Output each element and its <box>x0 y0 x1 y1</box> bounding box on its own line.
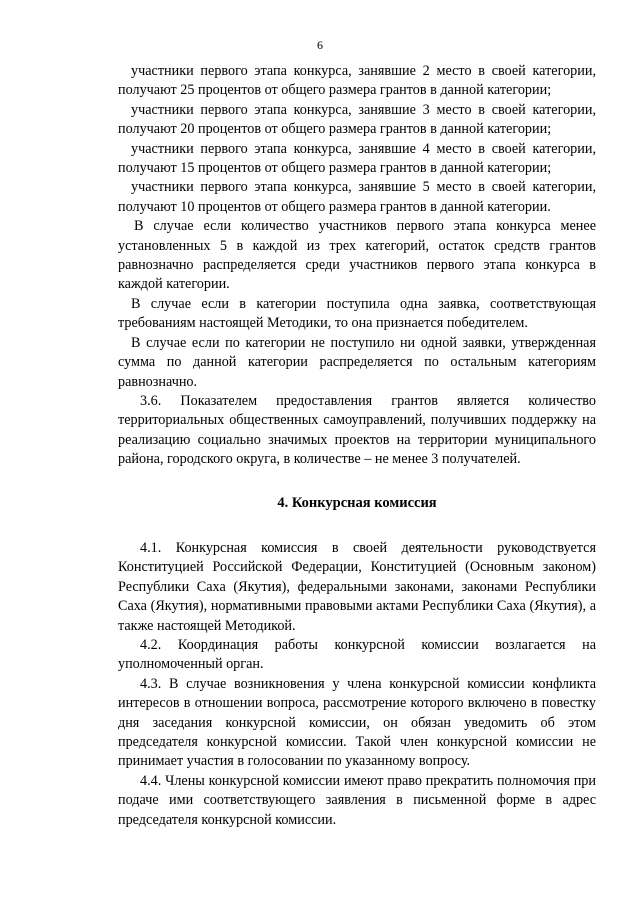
paragraph-4-3: 4.3. В случае возникновения у члена конкурсной комиссии конфликта интересов в отношении вопроса, рассмотрение которого включено в повестку дня заседания конкурсной комиссии, он обязан уведомить об этом председателя конкурсной комиссии. Такой член конкурсной комиссии не принимает участия в голосовании по указанному вопросу. <box>118 675 596 770</box>
paragraph-grant-place-3: участники первого этапа конкурса, занявшие 3 место в своей категории, получают 20 процентов от общего размера грантов в данной категории; <box>118 101 596 138</box>
spacer <box>118 470 596 494</box>
paragraph-4-1: 4.1. Конкурсная комиссия в своей деятельности руководствуется Конституцией Российской Федерации, Конституцией (Основным законом) Республики Саха (Якутия), федеральными законами, законами Республики Саха (Якутия), нормативными правовыми актами Республики Саха (Якутия), а также настоящей Методикой. <box>118 539 596 634</box>
paragraph-fewer-participants: В случае если количество участников первого этапа конкурса менее установленных 5 в каждой из трех категорий, остаток средств грантов равнозначно распределяется среди участников первого этапа конкурса в каждой категории. <box>118 218 596 293</box>
paragraph-4-4: 4.4. Члены конкурсной комиссии имеют право прекратить полномочия при подаче ими соответствующего заявления в письменной форме в адрес председателя конкурсной комиссии. <box>118 772 596 828</box>
paragraph-grant-place-2: участники первого этапа конкурса, занявшие 2 место в своей категории, получают 25 процентов от общего размера грантов в данной категории; <box>118 63 596 99</box>
paragraph-no-applications: В случае если по категории не поступило ни одной заявки, утвержденная сумма по данной категории распределяется по остальным категориям равнозначно. <box>118 334 596 390</box>
paragraph-3-6-indicator: 3.6. Показателем предоставления грантов является количество территориальных общественных самоуправлений, получивших поддержку на реализацию социально значимых проектов на территории муниципального района, городского округа, в количестве – не менее 3 получателей. <box>118 392 596 468</box>
document-body <box>118 62 596 830</box>
paragraph-grant-place-5: участники первого этапа конкурса, занявшие 5 место в своей категории, получают 10 процентов от общего размера грантов в данной категории. <box>118 179 596 215</box>
paragraph-single-application: В случае если в категории поступила одна заявка, соответствующая требованиям настоящей Методики, то она признается победителем. <box>118 295 596 332</box>
section-heading: 4. Конкурсная комиссия <box>277 494 437 511</box>
page-number: 6 <box>317 38 323 52</box>
paragraph-grant-place-4: участники первого этапа конкурса, занявшие 4 место в своей категории, получают 15 процентов от общего размера грантов в данной категории; <box>118 140 596 177</box>
spacer <box>118 513 596 539</box>
paragraph-4-2: 4.2. Координация работы конкурсной комиссии возлагается на уполномоченный орган. <box>118 636 596 673</box>
